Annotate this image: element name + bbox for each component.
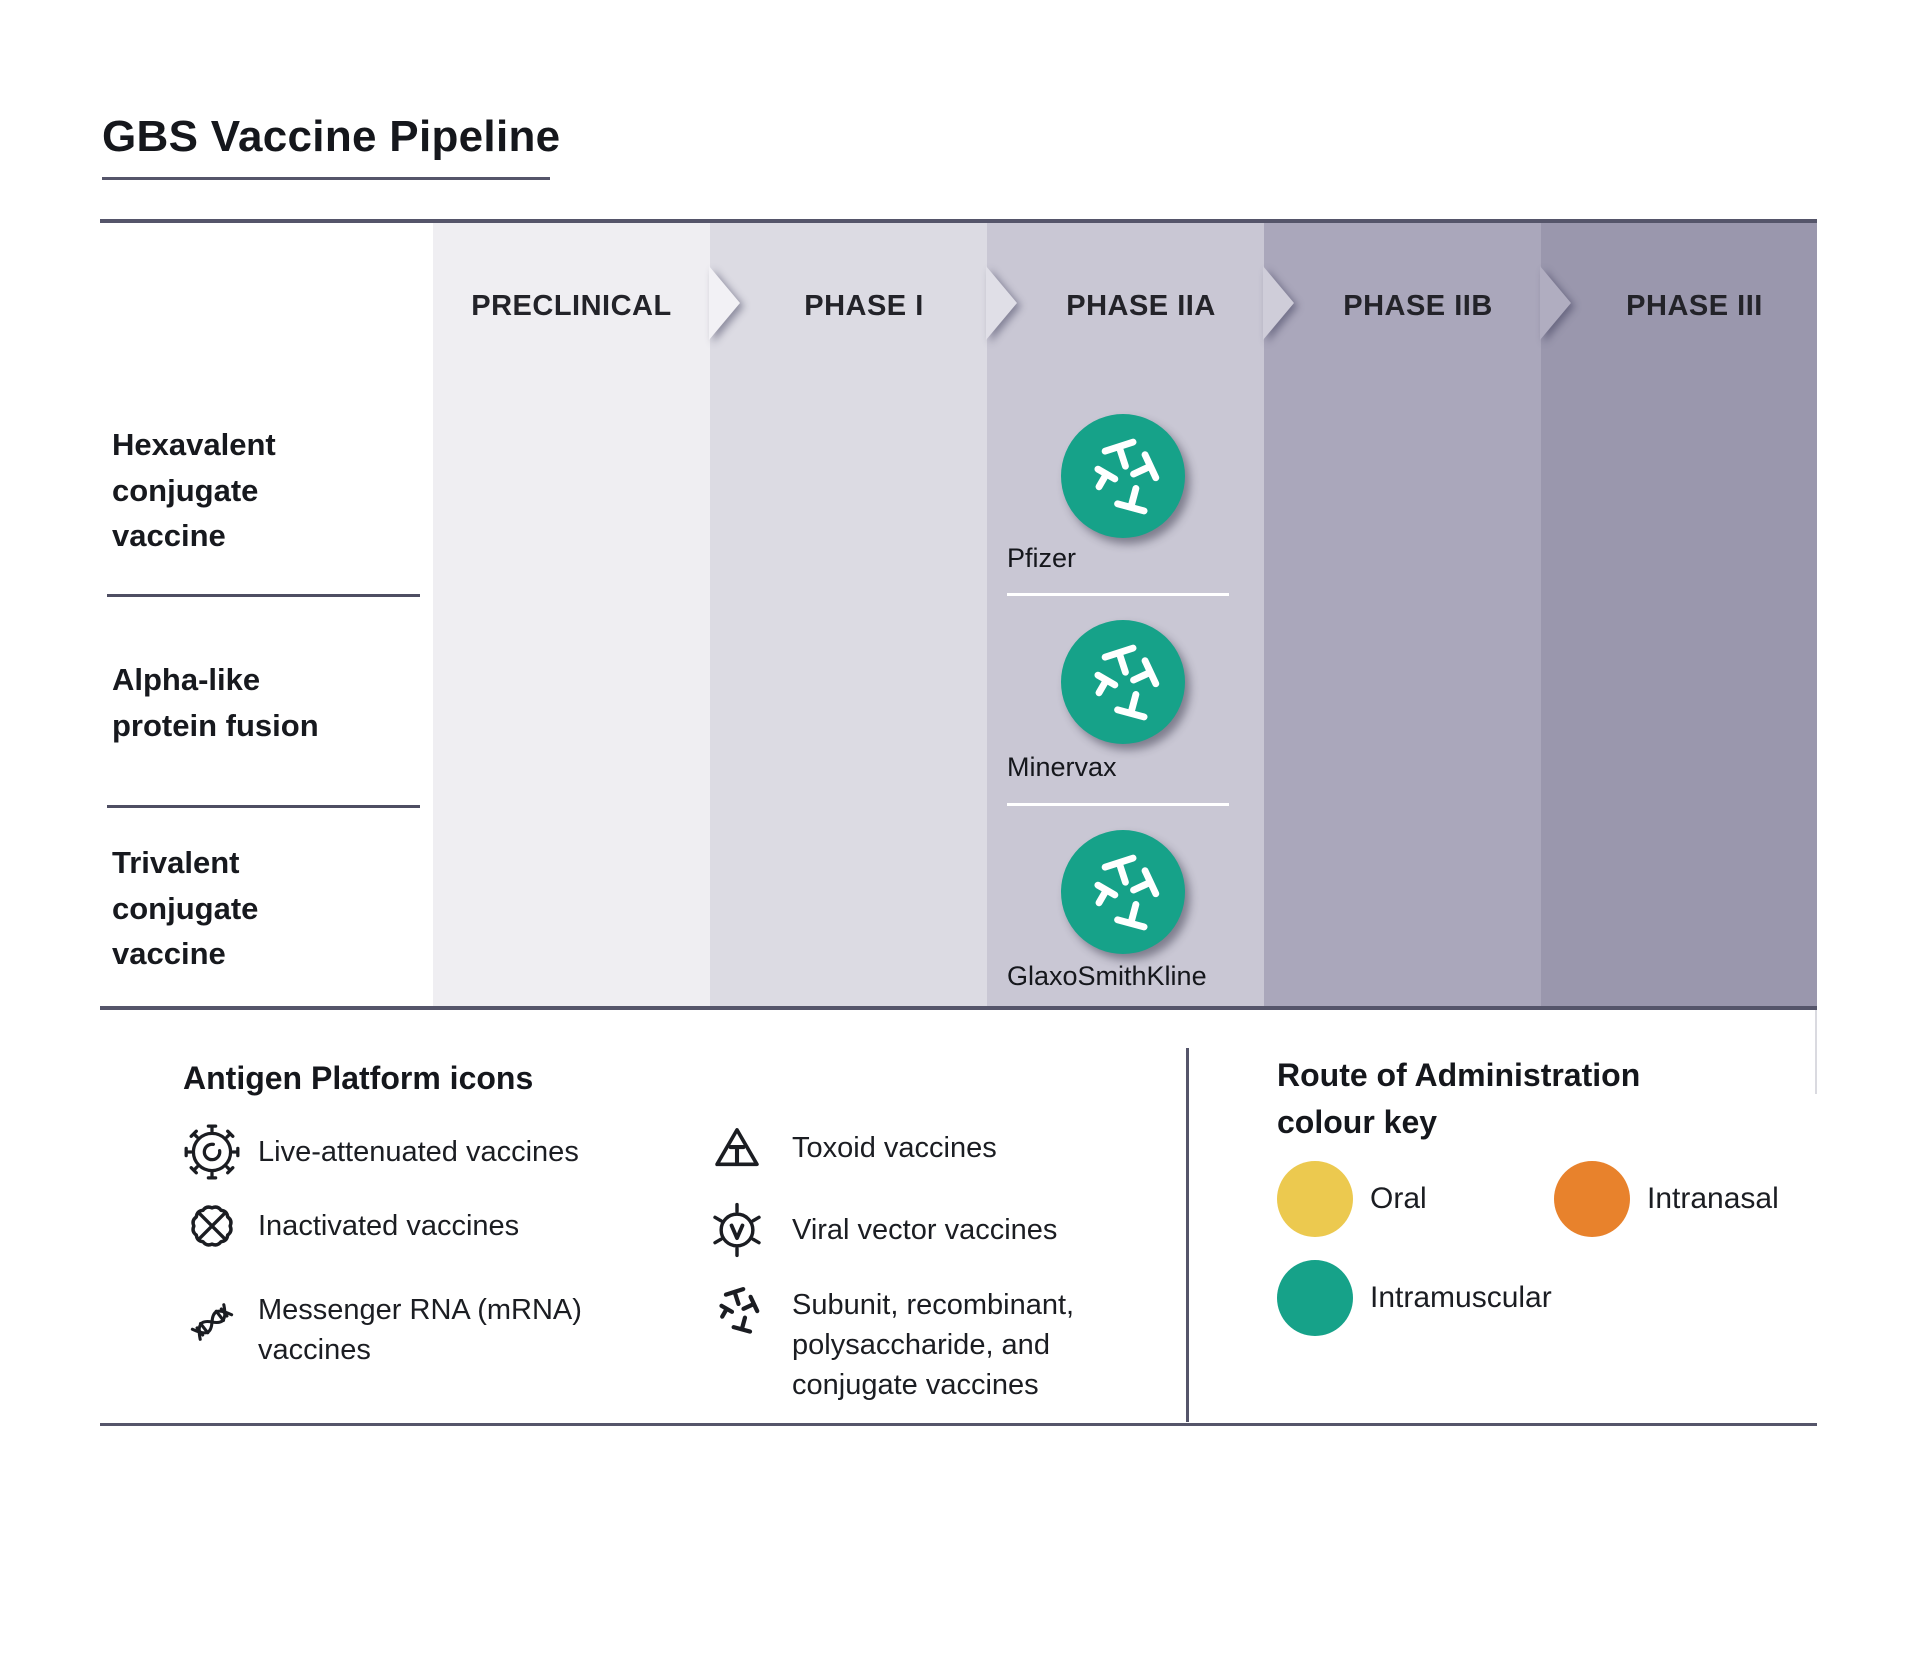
viral-vector-icon [708,1201,766,1259]
pipeline-bottom-rule [100,1006,1817,1010]
title-underline [102,177,550,180]
phase-band-phase-3 [1541,223,1817,1006]
candidate-company-label: GlaxoSmithKline [1007,961,1207,991]
legend-divider [1186,1048,1189,1422]
band-edge-shadow [1815,1010,1817,1094]
route-label-intranasal: Intranasal [1647,1182,1779,1215]
candidate-company-label: Pfizer [1007,543,1077,573]
phase-header-phase-2a: PHASE IIA [1066,289,1216,322]
row-label-hexavalent-conjugate-vaccine: Hexavalent conjugate vaccine [112,427,276,553]
phase-header-preclinical: PRECLINICAL [471,289,672,322]
subunit-icon [1076,845,1170,939]
legend-item-label: Subunit, recombinant, polysaccharide, and conjugate vaccines [792,1289,1075,1401]
phase-band-preclinical [433,223,710,1006]
legend-item-label: Toxoid vaccines [792,1132,997,1164]
chevron-right-icon [1540,266,1571,340]
live-attenuated-icon [183,1123,241,1181]
phase-header-phase-2b: PHASE IIB [1343,289,1493,322]
toxoid-icon [708,1119,766,1177]
intramuscular-color-swatch [1277,1260,1353,1336]
mrna-icon [183,1293,241,1351]
figure-bottom-rule [100,1423,1817,1426]
chevron-right-icon [1263,266,1294,340]
row-label-trivalent-conjugate-vaccine: Trivalent conjugate vaccine [112,845,259,971]
candidate-marker-glaxosmithkline [1061,830,1185,954]
row-separator [107,805,420,808]
candidate-separator [1007,803,1229,806]
candidate-company-label: Minervax [1007,752,1117,782]
candidate-marker-pfizer [1061,414,1185,538]
route-legend-title: Route of Administration colour key [1277,1057,1641,1140]
intranasal-color-swatch [1554,1161,1630,1237]
phase-band-phase-2b [1264,223,1541,1006]
legend-item-label: Messenger RNA (mRNA) vaccines [258,1294,582,1366]
page-title: GBS Vaccine Pipeline [102,112,561,161]
route-label-intramuscular: Intramuscular [1370,1281,1552,1314]
subunit-icon [1076,429,1170,523]
subunit-icon [1076,635,1170,729]
phase-header-phase-1: PHASE I [804,289,924,322]
legend-item-label: Viral vector vaccines [792,1214,1058,1246]
antigen-legend-title: Antigen Platform icons [183,1060,534,1096]
subunit-icon [708,1281,766,1339]
phase-header-phase-3: PHASE III [1626,289,1763,322]
row-label-alpha-like-protein-fusion: Alpha-like protein fusion [112,662,319,743]
row-separator [107,594,420,597]
legend-item-label: Inactivated vaccines [258,1210,520,1242]
candidate-separator [1007,593,1229,596]
candidate-marker-minervax [1061,620,1185,744]
oral-color-swatch [1277,1161,1353,1237]
route-label-oral: Oral [1370,1182,1427,1215]
chevron-right-icon [986,266,1017,340]
legend-item-label: Live-attenuated vaccines [258,1136,579,1168]
phase-band-phase-1 [710,223,987,1006]
chevron-right-icon [709,266,740,340]
inactivated-icon [183,1197,241,1255]
